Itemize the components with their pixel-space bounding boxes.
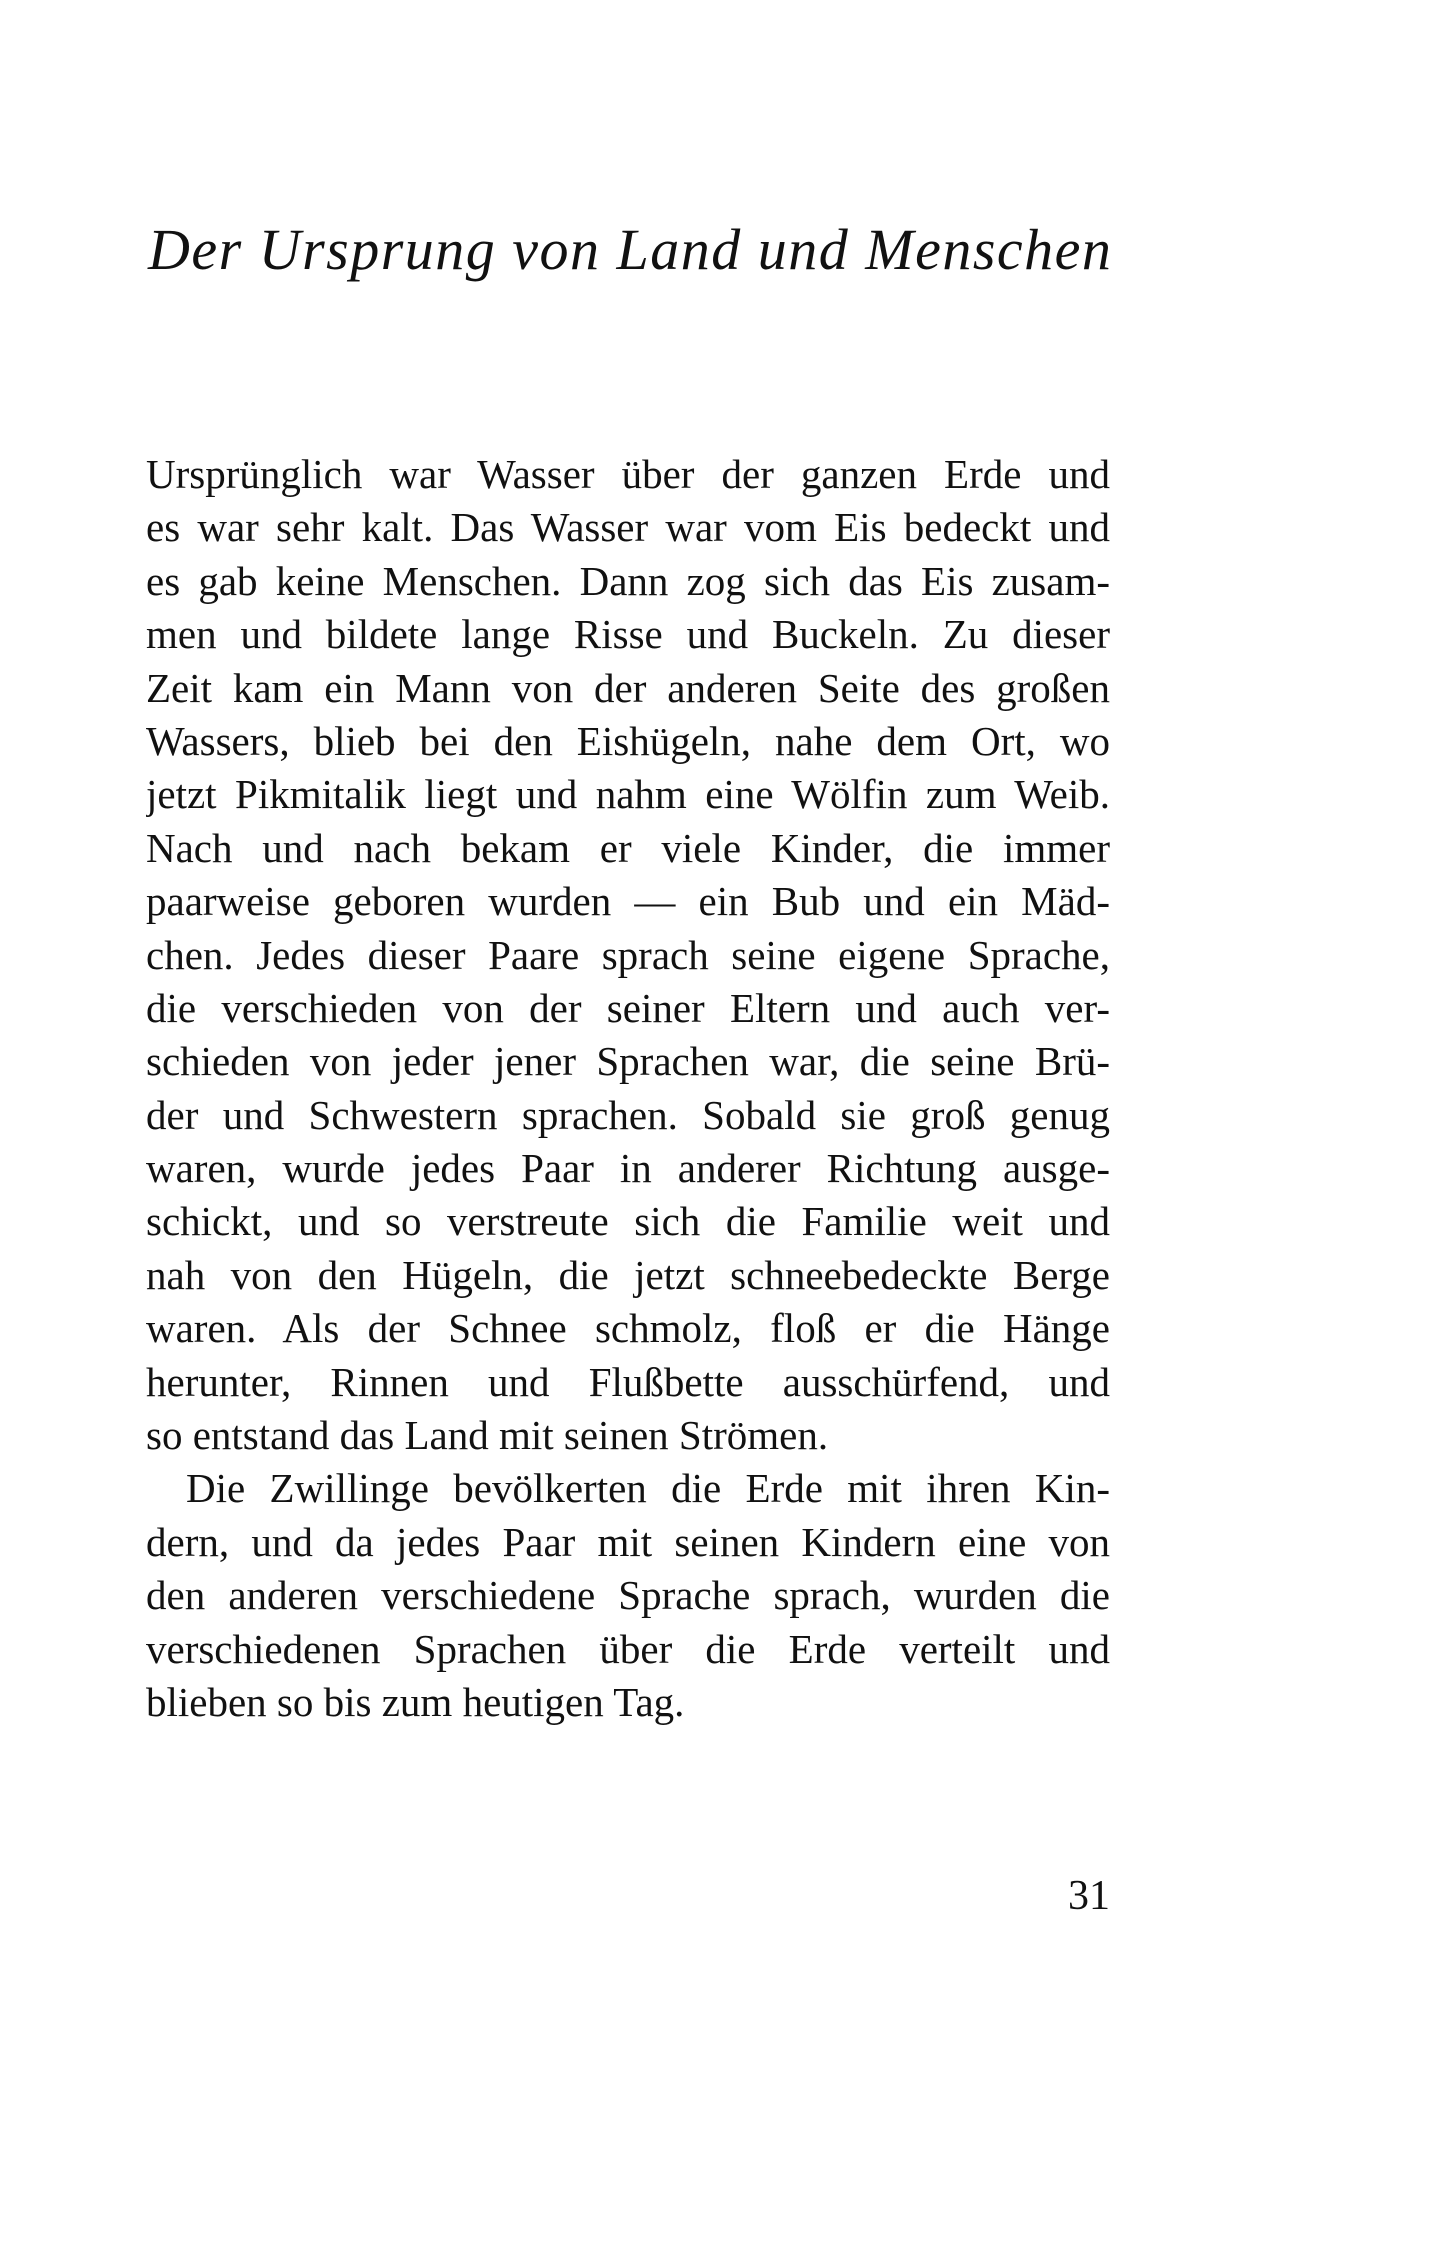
body-text: [146, 448, 1110, 1729]
text-line: die verschieden von der seiner Eltern und auch ver-: [146, 984, 1110, 1031]
paragraph-1: [146, 448, 1110, 1462]
page-number: 31: [1068, 1873, 1110, 1919]
text-line: der und Schwestern sprachen. Sobald sie groß genug: [146, 1091, 1110, 1138]
text-line: Die Zwillinge bevölkerten die Erde mit ihren Kin-: [186, 1465, 1110, 1512]
text-line: jetzt Pikmitalik liegt und nahm eine Wölfin zum Weib.: [146, 771, 1110, 818]
text-line: dern, und da jedes Paar mit seinen Kindern eine von: [146, 1518, 1110, 1565]
text-line: men und bildete lange Risse und Buckeln. Zu dieser: [146, 611, 1110, 658]
text-line: den anderen verschiedene Sprache sprach, wurden die: [146, 1572, 1110, 1619]
text-line: herunter, Rinnen und Flußbette ausschürfend, und: [146, 1358, 1110, 1405]
text-line: es gab keine Menschen. Dann zog sich das Eis zusam-: [146, 557, 1110, 604]
text-line: Wassers, blieb bei den Eishügeln, nahe dem Ort, wo: [146, 717, 1110, 764]
text-line: verschiedenen Sprachen über die Erde verteilt und: [146, 1625, 1110, 1672]
text-line: schickt, und so verstreute sich die Familie weit und: [146, 1198, 1110, 1245]
text-line: Zeit kam ein Mann von der anderen Seite des großen: [146, 664, 1110, 711]
text-line: so entstand das Land mit seinen Strömen.: [146, 1412, 829, 1459]
text-line: Ursprünglich war Wasser über der ganzen Erde und: [146, 451, 1110, 497]
text-line: nah von den Hügeln, die jetzt schneebedeckte Berge: [146, 1251, 1110, 1298]
text-line: waren. Als der Schnee schmolz, floß er die Hänge: [146, 1305, 1110, 1352]
chapter-title: Der Ursprung von Land und Menschen: [148, 217, 1113, 282]
paragraph-2: [146, 1462, 1110, 1729]
text-line: schieden von jeder jener Sprachen war, die seine Brü-: [146, 1038, 1110, 1085]
text-line: es war sehr kalt. Das Wasser war vom Eis bedeckt und: [146, 504, 1110, 551]
text-line: blieben so bis zum heutigen Tag.: [146, 1678, 685, 1725]
text-line: Nach und nach bekam er viele Kinder, die immer: [146, 824, 1110, 871]
text-line: paarweise geboren wurden — ein Bub und ein Mäd-: [146, 878, 1110, 925]
text-line: waren, wurde jedes Paar in anderer Richtung ausge-: [146, 1145, 1110, 1192]
text-line: chen. Jedes dieser Paare sprach seine eigene Sprache,: [146, 931, 1110, 978]
